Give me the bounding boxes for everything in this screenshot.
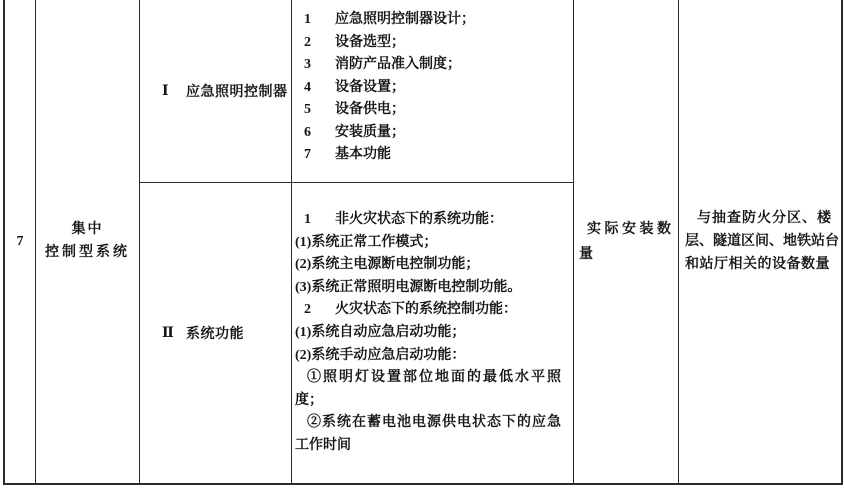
section-2-numeral: Ⅱ xyxy=(162,325,174,341)
list-item: 3 消防产品准入制度； xyxy=(304,57,461,72)
list-item: 2 火灾状态下的系统控制功能： xyxy=(304,302,517,318)
list-item: (2)系统主电源断电控制功能； xyxy=(295,257,480,273)
list-item: (1)系统正常工作模式； xyxy=(295,234,438,250)
list-item: 7 基本功能 xyxy=(304,147,391,162)
section-2-items-cell xyxy=(292,183,574,483)
system-name-line: 控制型系统 xyxy=(45,244,130,260)
device-count-line: 和站厅相关的设备数量 xyxy=(685,257,830,272)
install-quantity-line: 量 xyxy=(579,246,593,262)
list-item: ②系统在蓄电池电源供电状态下的应急 xyxy=(307,415,562,431)
system-name-line: 集中 xyxy=(71,222,104,237)
row-number: 7 xyxy=(16,233,24,249)
system-name-cell xyxy=(36,0,140,483)
section-1-numeral: Ⅰ xyxy=(162,83,169,99)
list-item: (3)系统正常照明电源断电控制功能。 xyxy=(295,279,522,295)
list-item: 2 设备选型； xyxy=(304,34,405,50)
section-2-label-cell xyxy=(140,183,292,483)
list-item: 1 应急照明控制器设计； xyxy=(304,12,475,27)
list-item: 1 非火灾状态下的系统功能： xyxy=(304,212,503,227)
section-1-title: 应急照明控制器 xyxy=(186,85,288,100)
device-count-cell xyxy=(679,0,841,483)
list-item: 5 设备供电； xyxy=(304,102,405,117)
list-item: 4 设备设置； xyxy=(304,79,405,95)
list-item: 6 安装质量； xyxy=(304,124,405,140)
section-2-title: 系统功能 xyxy=(186,327,244,342)
install-quantity-cell xyxy=(574,0,679,483)
install-quantity-line: 实际安装数 xyxy=(587,221,675,237)
list-item-continuation: 工作时间 xyxy=(295,437,351,453)
device-count-line: 层、隧道区间、地铁站台 xyxy=(685,234,839,249)
row-number-cell xyxy=(5,0,36,483)
list-item: (1)系统自动应急启动功能； xyxy=(295,324,466,340)
list-item: ①照明灯设置部位地面的最低水平照 xyxy=(307,370,563,386)
section-1-items-cell xyxy=(292,0,574,183)
inspection-table xyxy=(3,0,843,485)
device-count-line: 与抽查防火分区、楼 xyxy=(697,211,832,226)
section-1-label-cell xyxy=(140,0,292,183)
list-item-continuation: 度； xyxy=(295,392,323,408)
list-item: (2)系统手动应急启动功能： xyxy=(295,347,466,363)
